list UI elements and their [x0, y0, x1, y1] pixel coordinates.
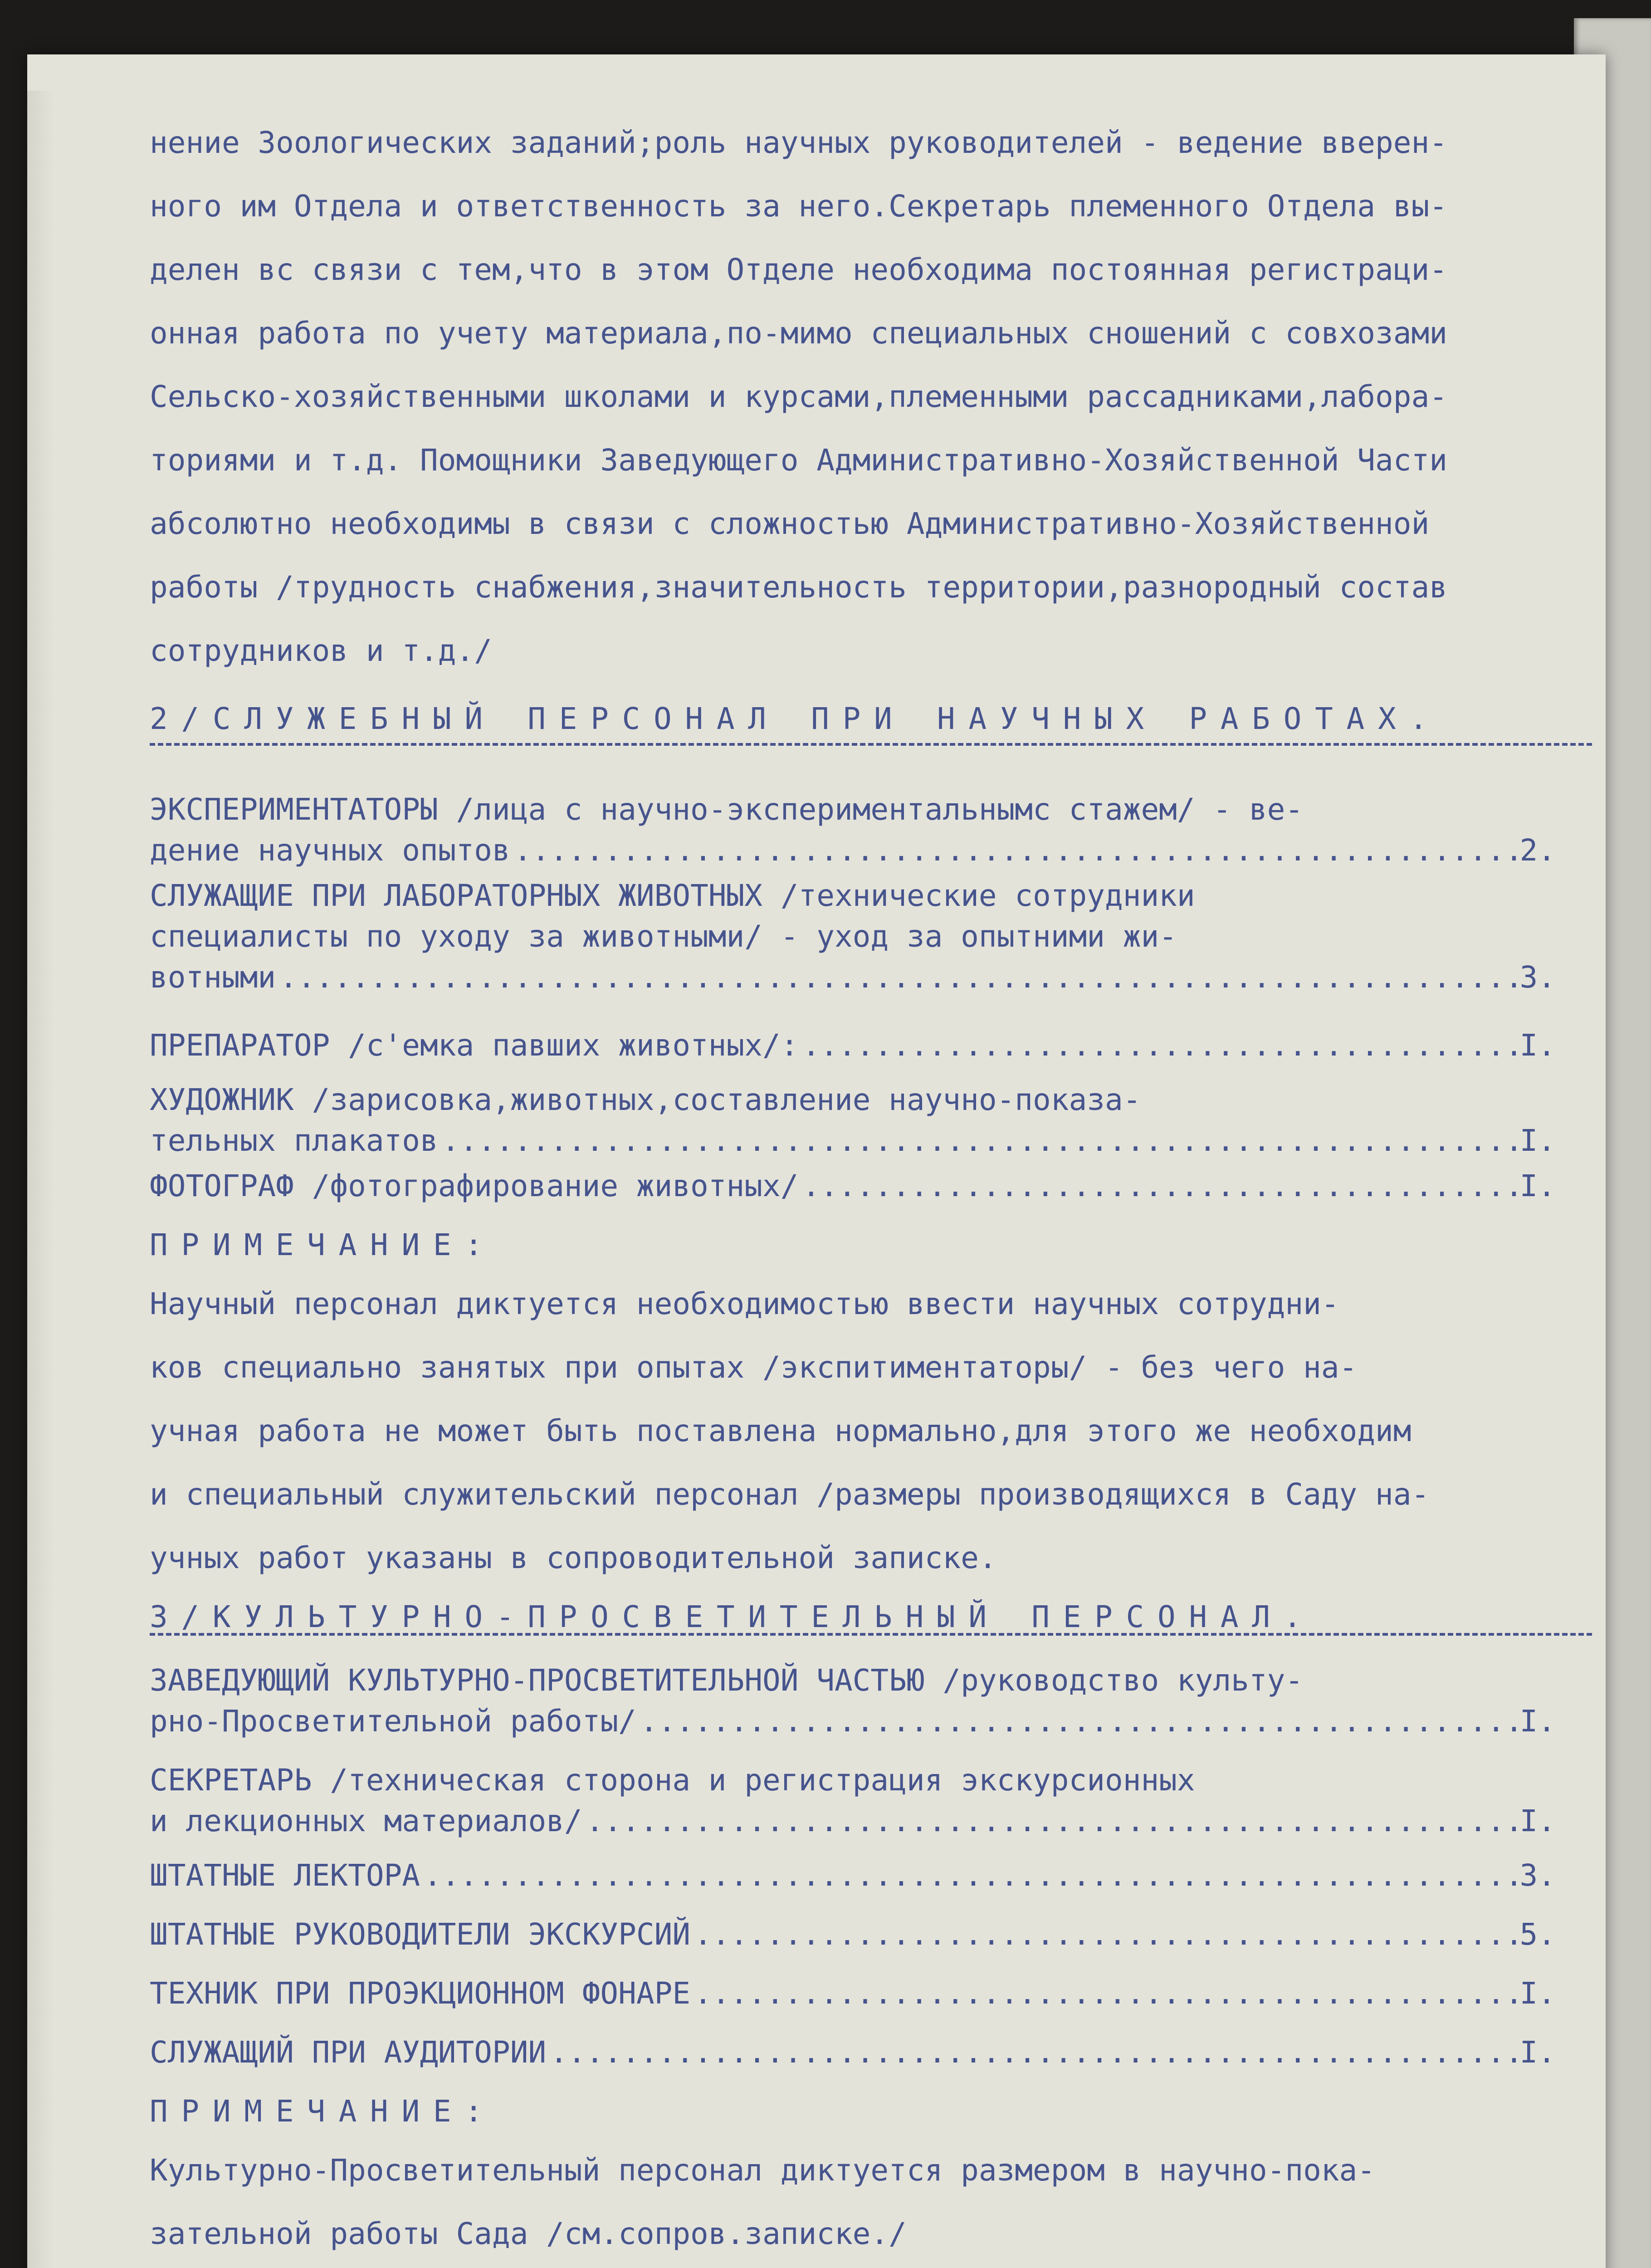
- dot-leader: [550, 2032, 1516, 2073]
- entry-description-end: ТЕХНИК ПРИ ПРОЭКЦИОННОМ ФОНАРЕ: [150, 1976, 691, 2011]
- entry-count: 2.: [1519, 833, 1556, 868]
- entry-count: I.: [1519, 1123, 1556, 1158]
- staff-entry: [150, 1025, 1556, 1066]
- intro-line: работы /трудность снабжения,значительность территории,разнородный состав: [150, 570, 1447, 605]
- entry-description: ЗАВЕДУЮЩИЙ КУЛЬТУРНО-ПРОСВЕТИТЕЛЬНОЙ ЧАСТЬЮ /руководство культу-: [150, 1663, 1304, 1698]
- intro-line: делен вс связи с тем,что в этом Отделе необходима постоянная регистраци-: [150, 252, 1447, 287]
- note-line: Научный персонал диктуется необходимостью ввести научных сотрудни-: [150, 1286, 1339, 1321]
- entry-description-end: тельных плакатов: [150, 1123, 438, 1158]
- dot-leader: [694, 1973, 1516, 2014]
- note-line: учных работ указаны в сопроводительной записке.: [150, 1540, 997, 1575]
- entry-description: ЭКСПЕРИМЕНТАТОРЫ /лица с научно-экспериментальнымс стажем/ - ве-: [150, 792, 1304, 827]
- entry-description-end: дение научных опытов: [150, 833, 510, 868]
- note-line: Культурно-Просветительный персонал диктуется размером в научно-пока-: [150, 2153, 1376, 2188]
- dot-leader: [424, 1855, 1516, 1896]
- note-title: ПРИМЕЧАНИЕ:: [150, 1227, 496, 1262]
- note-line: и специальный служительский персонал /размеры производящихся в Саду на-: [150, 1477, 1430, 1512]
- intro-line: онная работа по учету материала,по-мимо специальных сношений с совхозами: [150, 316, 1447, 351]
- entry-count: I.: [1519, 2035, 1556, 2070]
- entry-description-end: ПРЕПАРАТОР /с'емка павших животных/:: [150, 1028, 799, 1063]
- intro-line: ного им Отдела и ответственность за него.Секретарь племенного Отдела вы-: [150, 189, 1447, 224]
- entry-count: 5.: [1519, 1917, 1556, 1952]
- intro-line: Сельско-хозяйственными школами и курсами,племенными рассадниками,лабора-: [150, 379, 1447, 414]
- entry-count: I.: [1519, 1704, 1556, 1739]
- note-line: ков специально занятых при опытах /экспитиментаторы/ - без чего на-: [150, 1350, 1358, 1385]
- entry-description-end: рно-Просветительной работы/: [150, 1704, 636, 1739]
- dot-leader: [640, 1701, 1516, 1742]
- entry-count: I.: [1519, 1168, 1556, 1203]
- entry-description-end: ФОТОГРАФ /фотографирование животных/: [150, 1168, 799, 1203]
- staff-entry: [150, 1855, 1556, 1896]
- staff-entry: [150, 1660, 1556, 1742]
- intro-line: ториями и т.д. Помощники Заведующего Административно-Хозяйственной Части: [150, 443, 1447, 478]
- staff-entry: [150, 2032, 1556, 2073]
- staff-entry: [150, 1914, 1556, 1955]
- dot-leader: [279, 957, 1516, 998]
- staff-entry: [150, 789, 1556, 871]
- entry-count: I.: [1519, 1028, 1556, 1063]
- dot-leader: [802, 1166, 1516, 1207]
- entry-count: I.: [1519, 1976, 1556, 2011]
- dot-leader: [514, 830, 1516, 871]
- page-fold: [27, 91, 54, 2268]
- dot-leader: [694, 1914, 1516, 1955]
- entry-description-end: ШТАТНЫЕ РУКОВОДИТЕЛИ ЭКСКУРСИЙ: [150, 1917, 691, 1952]
- dashed-rule: [150, 1633, 1592, 1636]
- entry-count: 3.: [1519, 960, 1556, 995]
- staff-entry: [150, 1080, 1556, 1161]
- section-heading: 3/КУЛЬТУРНО-ПРОСВЕТИТЕЛЬНЫЙ ПЕРСОНАЛ.: [150, 1599, 1315, 1634]
- staff-entry: [150, 1973, 1556, 2014]
- intro-line: сотрудников и т.д./: [150, 633, 492, 668]
- entry-description-end: ШТАТНЫЕ ЛЕКТОРА: [150, 1858, 420, 1893]
- intro-line: нение Зоологических заданий;роль научных руководителей - ведение вверен-: [150, 125, 1447, 160]
- note-line: зательной работы Сада /см.сопров.записке./: [150, 2216, 907, 2251]
- entry-description-end: СЛУЖАЩИЙ ПРИ АУДИТОРИИ: [150, 2035, 547, 2070]
- note-title: ПРИМЕЧАНИЕ:: [150, 2094, 496, 2129]
- staff-entry: [150, 875, 1556, 998]
- entry-count: 3.: [1519, 1858, 1556, 1893]
- entry-description: СЕКРЕТАРЬ /техническая сторона и регистрация экскурсионных: [150, 1763, 1195, 1798]
- staff-entry: [150, 1166, 1556, 1207]
- note-line: учная работа не может быть поставлена нормально,для этого же необходим: [150, 1413, 1412, 1448]
- dashed-rule: [150, 743, 1592, 746]
- entry-description-end: вотными: [150, 960, 276, 995]
- entry-description: ХУДОЖНИК /зарисовка,животных,составление научно-показа-: [150, 1082, 1141, 1117]
- section-heading: 2/СЛУЖЕБНЫЙ ПЕРСОНАЛ ПРИ НАУЧНЫХ РАБОТАХ.: [150, 701, 1441, 736]
- dot-leader: [442, 1120, 1516, 1161]
- dot-leader: [802, 1025, 1516, 1066]
- entry-description-end: и лекционных материалов/: [150, 1804, 582, 1838]
- entry-count: I.: [1519, 1804, 1556, 1838]
- dot-leader: [586, 1801, 1516, 1842]
- staff-entry: [150, 1760, 1556, 1842]
- intro-line: абсолютно необходимы в связи с сложностью Административно-Хозяйственной: [150, 506, 1430, 541]
- entry-description: СЛУЖАЩИЕ ПРИ ЛАБОРАТОРНЫХ ЖИВОТНЫХ /технические сотрудники специалисты по уходу за животными/ - уход за опытними жи-: [150, 878, 1195, 954]
